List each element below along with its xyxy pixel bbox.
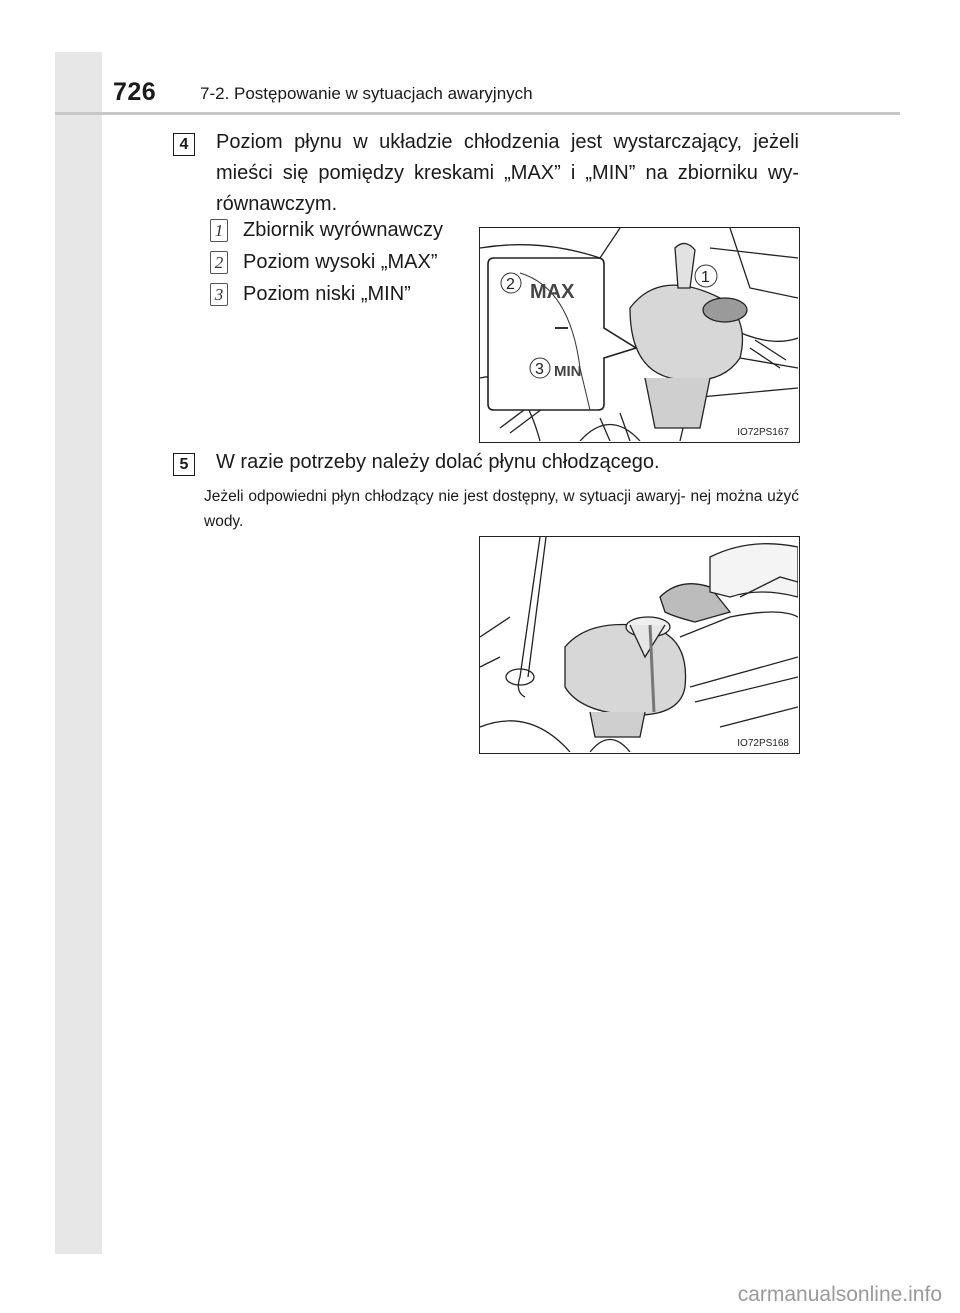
step-4-text: Poziom płynu w układzie chłodzenia jest wystarczający, jeżeli mieści się pomiędzy kreskami „MAX” i „MIN” na zbiorniku wy- równawczym. xyxy=(216,131,799,215)
legend-label: Zbiornik wyrównawczy xyxy=(243,218,444,241)
legend-number: 2 xyxy=(210,251,228,274)
legend-number: 1 xyxy=(210,219,228,242)
step-5-badge: 5 xyxy=(173,453,195,476)
legend-label: Poziom niski „MIN” xyxy=(243,282,411,305)
figure-code: IO72PS168 xyxy=(737,738,789,749)
legend-number: 3 xyxy=(210,283,228,306)
legend-item xyxy=(210,214,443,246)
callout-2: 2 xyxy=(506,276,515,293)
watermark: carmanualsonline.info xyxy=(737,1283,942,1306)
step-5-text: W razie potrzeby należy dolać płynu chłodzącego. xyxy=(216,451,660,473)
legend-label: Poziom wysoki „MAX” xyxy=(243,250,438,273)
step-4-badge: 4 xyxy=(173,133,195,156)
legend-list xyxy=(210,214,443,310)
legend-item xyxy=(210,246,443,278)
refill-illustration xyxy=(480,537,798,752)
step-5-note: Jeżeli odpowiedni płyn chłodzący nie jest dostępny, w sytuacji awaryj- nej można użyć wody. xyxy=(204,488,799,530)
header-divider xyxy=(55,112,900,115)
figure-refilling-coolant xyxy=(479,536,800,754)
min-mark: MIN xyxy=(554,363,582,380)
callout-1: 1 xyxy=(701,269,710,286)
side-margin-strip xyxy=(55,52,102,1254)
engine-bay-illustration xyxy=(480,228,798,441)
figure-coolant-reservoir xyxy=(479,227,800,443)
section-title: 7-2. Postępowanie w sytuacjach awaryjnych xyxy=(200,84,533,103)
callout-3: 3 xyxy=(535,361,544,378)
legend-item xyxy=(210,278,443,310)
max-mark: MAX xyxy=(530,281,575,303)
figure-code: IO72PS167 xyxy=(737,427,789,438)
page-number: 726 xyxy=(113,78,157,106)
